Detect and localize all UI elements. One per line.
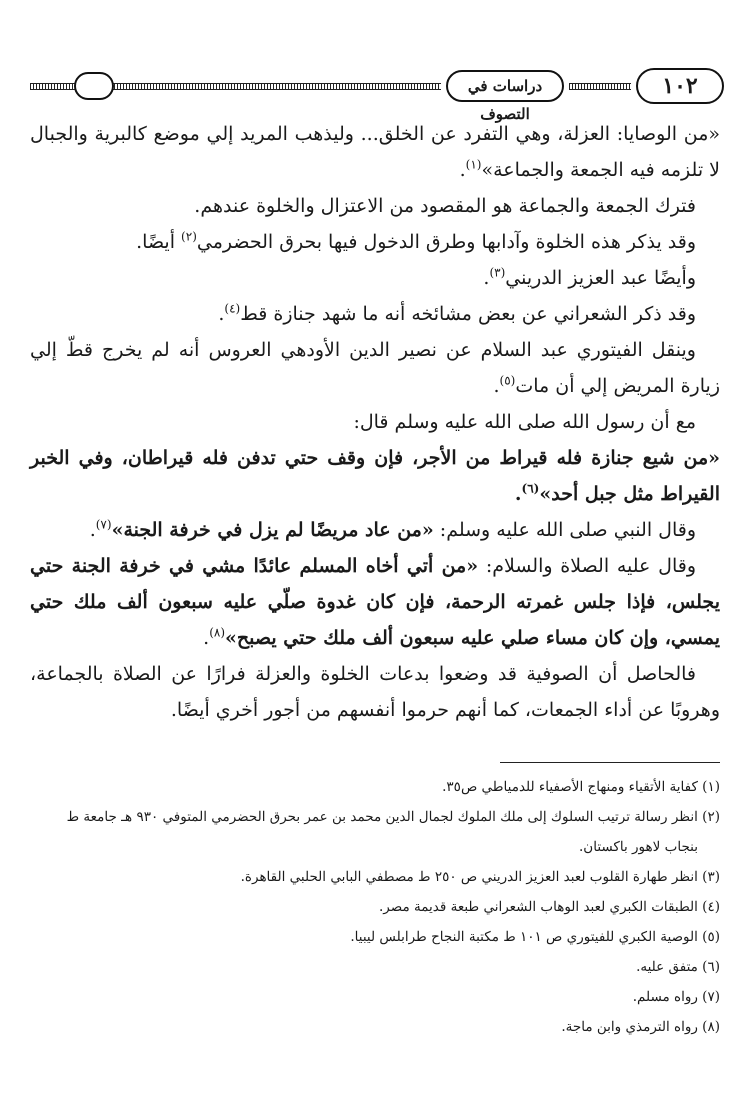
punctuation: .: [459, 159, 466, 181]
footnote-ref: (٨): [209, 625, 226, 640]
footnote: (٤) الطبقات الكبري لعبد الوهاب الشعراني طبعة قديمة مصر.: [379, 899, 720, 915]
footnote: (٧) رواه مسلم.: [632, 989, 720, 1005]
footnote-ref: (١): [465, 157, 482, 172]
paragraph-text: وقال النبي صلى الله عليه وسلم:: [433, 519, 696, 541]
page-header: [30, 68, 726, 123]
punctuation: .: [218, 303, 225, 325]
footnotes: [30, 772, 720, 1042]
hadith-quote: [30, 440, 720, 512]
footnote-ref: (٣): [489, 265, 506, 280]
footnote: (٨) رواه الترمذي وابن ماجة.: [561, 1019, 720, 1035]
footnote: (٢) انظر رسالة ترتيب السلوك إلى ملك الملوك لجمال الدين محمد بن عمر بحرق الحضرمي المتوفي ٩٣٠ هـ جامعة ط: [66, 809, 720, 825]
paragraph-text: وأيضًا عبد العزيز الدريني: [505, 267, 696, 289]
paragraph: [30, 548, 720, 656]
header-ornament-rule: [569, 83, 631, 90]
punctuation: .: [514, 483, 522, 505]
paragraph-text: وينقل الفيتوري عبد السلام عن نصير الدين الأودهي العروس أنه لم يخرج قطّ إلي زيارة المريض إلي أن مات: [30, 339, 720, 397]
paragraph: [30, 512, 720, 548]
paragraph: [30, 224, 720, 260]
footnote-ref: (٢): [181, 229, 197, 244]
footnote-ref: (٤): [224, 301, 241, 316]
punctuation: .: [89, 519, 96, 541]
paragraph-text: أيضًا.: [136, 231, 182, 253]
footnote: (٣) انظر طهارة القلوب لعبد العزيز الدريني ص ٢٥٠ ط مصطفي البابي الحلبي القاهرة.: [240, 869, 720, 885]
hadith-quote: «من أتي أخاه المسلم عائدًا مشي في خرفة الجنة حتي يجلس، فإذا جلس غمرته الرحمة، فإن كان غدوة صلّي عليه سبعون ألف ملك حتي يمسي، وإن كان مساء صلي عليه سبعون ألف ملك حتي يصبح»: [30, 555, 720, 649]
footnote: (٥) الوصية الكبري للفيتوري ص ١٠١ ط مكتبة النجاح طرابلس ليبيا.: [350, 929, 720, 945]
header-ornament-cap: [74, 72, 114, 100]
footnote-separator: [500, 762, 720, 763]
paragraph: [30, 296, 720, 332]
quote-text: «من شيع جنازة فله قيراط من الأجر، فإن وقف حتي تدفن فله قيراطان، وفي الخبر القيراط مثل جبل أحد»: [30, 447, 720, 505]
paragraph: [30, 332, 720, 404]
main-text: [30, 116, 720, 728]
punctuation: .: [493, 375, 500, 397]
header-ornament-rule: [111, 83, 441, 90]
footnote-continuation: بنجاب لاهور باكستان.: [579, 839, 698, 855]
quote-text: «من الوصايا: العزلة، وهي التفرد عن الخلق... وليذهب المريد إلي موضع كالبرية والجبال لا تلزمه فيه الجمعة والجماعة»: [30, 123, 720, 181]
paragraph: مع أن رسول الله صلى الله عليه وسلم قال:: [353, 411, 696, 433]
paragraph: [30, 260, 720, 296]
paragraph-text: وقال عليه الصلاة والسلام:: [478, 555, 696, 577]
hadith-quote: «من عاد مريضًا لم يزل في خرفة الجنة»: [111, 519, 434, 541]
paragraph-text: وقد يذكر هذه الخلوة وآدابها وطرق الدخول فيها بحرق الحضرمي: [196, 231, 696, 253]
paragraph-text: وقد ذكر الشعراني عن بعض مشائخه أنه ما شهد جنازة قط: [240, 303, 696, 325]
footnote-ref: (٦): [521, 481, 540, 496]
header-ornament-rule: [30, 83, 78, 90]
punctuation: .: [203, 627, 210, 649]
footnote-ref: (٥): [499, 373, 516, 388]
page-number: ١٠٢: [636, 68, 724, 104]
footnote-ref: (٧): [95, 517, 112, 532]
punctuation: .: [483, 267, 490, 289]
paragraph: فترك الجمعة والجماعة هو المقصود من الاعتزال والخلوة عندهم.: [194, 195, 696, 217]
footnote: (١) كفاية الأتقياء ومنهاج الأصفياء للدمياطي ص٣٥.: [442, 779, 720, 795]
paragraph: [30, 116, 720, 188]
paragraph: فالحاصل أن الصوفية قد وضعوا بدعات الخلوة والعزلة فرارًا عن الصلاة بالجماعة، وهروبًا عن أداء الجمعات، كما أنهم حرموا أنفسهم من أجور أخري أيضًا.: [30, 663, 720, 721]
footnote: (٦) متفق عليه.: [636, 959, 720, 975]
running-title: دراسات في التصوف: [446, 70, 564, 102]
